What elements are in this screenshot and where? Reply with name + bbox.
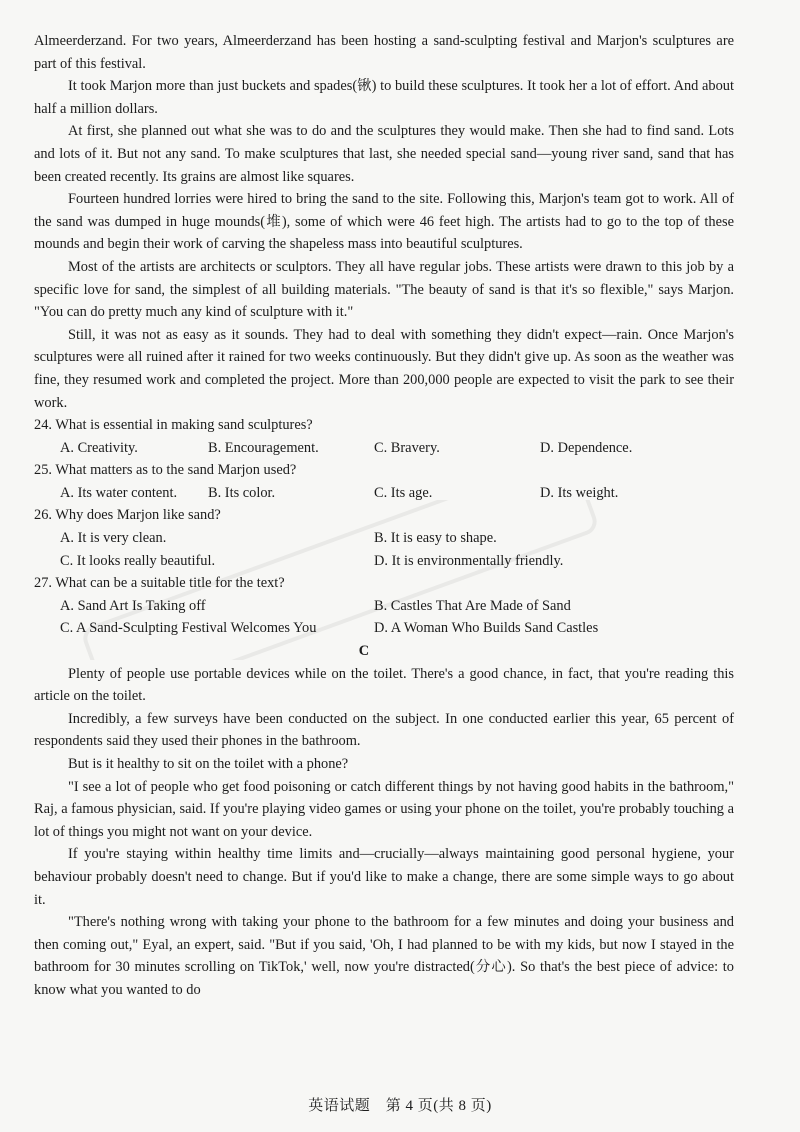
option-b: B. Its color.	[208, 484, 276, 501]
passage-b-paragraph: Still, it was not as easy as it sounds. They had to deal with something they didn't expect—rain. Once Marjon's sculptures were all ruined after it rained for two weeks continuously. But they didn't give up. As soon as the weather was fine, they resumed work and completed the project. More than 200,000 people are expected to visit the park to see their work.	[34, 326, 734, 411]
option-row	[34, 550, 734, 573]
option-row	[34, 595, 734, 618]
option-b: B. Encouragement.	[208, 439, 319, 456]
passage-b-paragraph: Almeerderzand. For two years, Almeerderzand has been hosting a sand-sculpting festival and Marjon's sculptures are part of this festival.	[34, 33, 734, 72]
question-stem: 24. What is essential in making sand sculptures?	[34, 417, 313, 434]
passage-c-paragraph: If you're staying within healthy time limits and—crucially—always maintaining good personal hygiene, your behaviour probably doesn't need to change. But if you'd like to make a change, there are some simple ways to go about it.	[34, 846, 734, 908]
passage-b-paragraph: It took Marjon more than just buckets and spades(锹) to build these sculptures. It took her a lot of effort. And about half a million dollars.	[34, 78, 734, 117]
question-stem: 27. What can be a suitable title for the text?	[34, 575, 285, 592]
option-row	[34, 437, 734, 460]
option-c: C. It looks really beautiful.	[60, 552, 216, 569]
passage-c-paragraph: Plenty of people use portable devices while on the toilet. There's a good chance, in fact, that you're reading this article on the toilet.	[34, 665, 734, 705]
section-label: C	[358, 643, 370, 660]
passage-c-paragraph: "I see a lot of people who get food poisoning or catch different things by not having good habits in the bathroom," Raj, a famous physician, said. If you're playing video games or using your phone on the toilet, you're probably touching a lot of things you might not want on your device.	[34, 778, 734, 840]
page-footer: 英语试题 第 4 页(共 8 页)	[308, 1098, 492, 1114]
passage-c	[34, 663, 734, 1002]
option-row	[34, 617, 734, 640]
option-d: D. It is environmentally friendly.	[374, 552, 564, 569]
question-27	[34, 572, 734, 640]
option-row	[34, 527, 734, 550]
option-d: D. Dependence.	[540, 439, 633, 456]
option-d: D. Its weight.	[540, 484, 619, 501]
question-24	[34, 414, 734, 459]
passage-b-paragraph: Fourteen hundred lorries were hired to bring the sand to the site. Following this, Marjon's team got to work. All of the sand was dumped in huge mounds(堆), some of which were 46 feet high. The artists had to go to the top of these mounds and begin their work of carving the shapeless mass into beautiful sculptures.	[34, 191, 734, 253]
passage-b	[34, 30, 734, 414]
passage-c-paragraph: But is it healthy to sit on the toilet with a phone?	[68, 756, 349, 772]
passage-b-paragraph: At first, she planned out what she was to do and the sculptures they would make. Then she had to find sand. Lots and lots of it. But not any sand. To make sculptures that last, she needed special sand—young river sand, sand that has been created recently. Its grains are almost like squares.	[34, 123, 734, 185]
option-a: A. Sand Art Is Taking off	[60, 597, 206, 614]
question-stem: 26. Why does Marjon like sand?	[34, 507, 221, 524]
passage-c-paragraph: Incredibly, a few surveys have been conducted on the subject. In one conducted earlier this year, 65 percent of respondents said they used their phones in the bathroom.	[34, 710, 734, 750]
option-c: C. Its age.	[374, 484, 433, 501]
option-row	[34, 482, 734, 505]
option-d: D. A Woman Who Builds Sand Castles	[374, 620, 599, 637]
option-b: B. It is easy to shape.	[374, 530, 497, 547]
option-c: C. Bravery.	[374, 439, 440, 456]
question-25	[34, 459, 734, 504]
passage-b-paragraph: Most of the artists are architects or sculptors. They all have regular jobs. These artists were drawn to this job by a specific love for sand, the simplest of all building materials. "The beauty of sand is that it's so flexible," says Marjon. "You can do pretty much any kind of sculpture with it."	[34, 258, 734, 321]
option-a: A. It is very clean.	[60, 530, 167, 547]
option-c: C. A Sand-Sculpting Festival Welcomes You	[60, 620, 317, 637]
question-26	[34, 504, 734, 572]
option-b: B. Castles That Are Made of Sand	[374, 597, 571, 614]
option-a: A. Its water content.	[60, 484, 178, 501]
passage-c-paragraph: "There's nothing wrong with taking your phone to the bathroom for a few minutes and doing your business and then coming out," Eyal, an expert, said. "But if you said, 'Oh, I had planned to be with my kids, but now I stayed in the bathroom for 30 minutes scrolling on TikTok,' well, now you're distracted(分心). So that's the best piece of advice: to know what you wanted to do	[34, 914, 734, 998]
option-a: A. Creativity.	[60, 439, 138, 456]
question-stem: 25. What matters as to the sand Marjon used?	[34, 462, 297, 479]
